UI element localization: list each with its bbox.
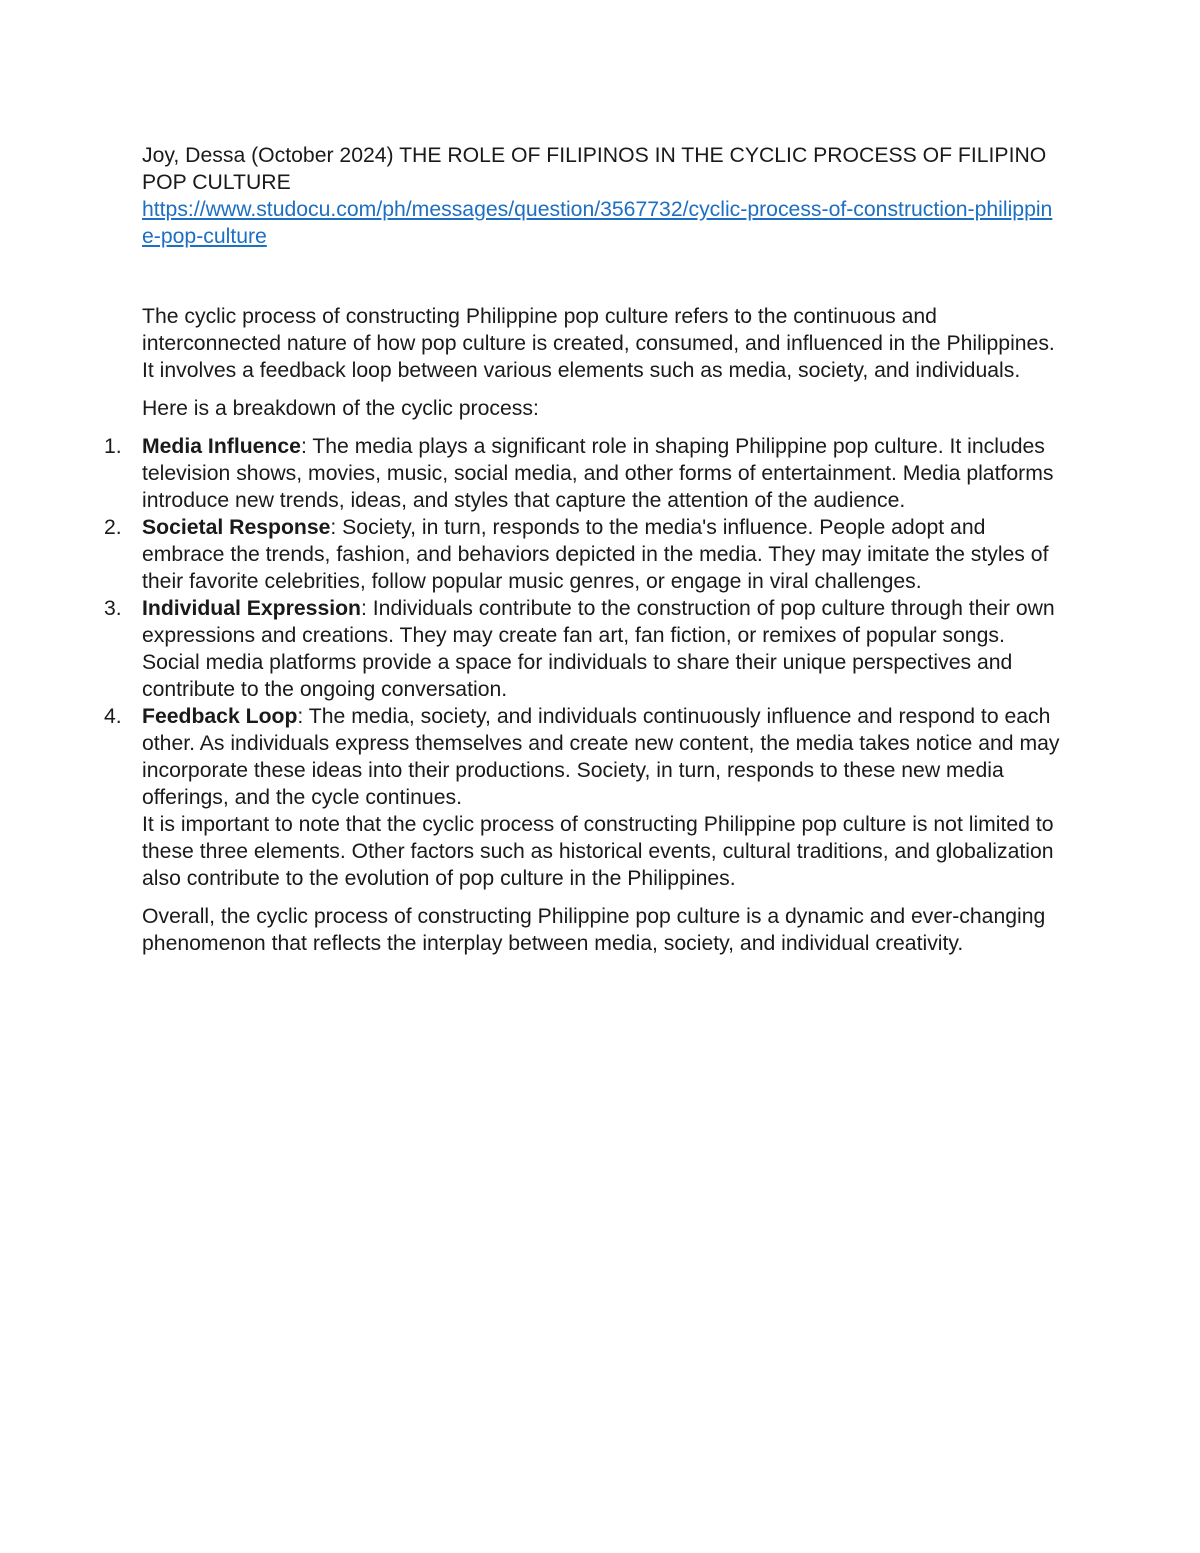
list-item-text: : The media, society, and individuals continuously influence and respond to each other. As individuals express themselves and create new content, the media takes notice and may incorporate these ideas into their productions. Society, in turn, responds to these new media offerings, and the cycle continues.	[142, 705, 1060, 809]
breakdown-list	[104, 433, 1060, 811]
citation-text: Joy, Dessa (October 2024) THE ROLE OF FILIPINOS IN THE CYCLIC PROCESS OF FILIPINO POP CULTURE	[142, 144, 1047, 194]
list-item-term: Individual Expression	[142, 597, 361, 620]
list-item	[104, 433, 1060, 514]
list-item-number: 4.	[104, 705, 122, 728]
list-item	[104, 703, 1060, 811]
list-item-term: Societal Response	[142, 516, 331, 539]
list-item-text: : The media plays a significant role in shaping Philippine pop culture. It includes television shows, movies, music, social media, and other forms of entertainment. Media platforms introduce new trends, ideas, and styles that capture the attention of the audience.	[142, 435, 1054, 512]
list-item-number: 2.	[104, 516, 122, 539]
document-page	[104, 142, 1060, 957]
citation-link[interactable]: https://www.studocu.com/ph/messages/question/3567732/cyclic-process-of-construction-philippine-pop-culture	[142, 198, 1053, 248]
closing-paragraph: Overall, the cyclic process of constructing Philippine pop culture is a dynamic and ever-changing phenomenon that reflects the interplay between media, society, and individual creativity.	[142, 905, 1046, 955]
citation-block	[142, 142, 1060, 250]
breakdown-heading: Here is a breakdown of the cyclic process:	[142, 397, 539, 420]
list-item-number: 3.	[104, 597, 122, 620]
list-item	[104, 595, 1060, 703]
list-item-text: : Individuals contribute to the construction of pop culture through their own expressions and creations. They may create fan art, fan fiction, or remixes of popular songs. Social media platforms provide a space for individuals to share their unique perspectives and contribute to the ongoing conversation.	[142, 597, 1055, 701]
note-paragraph: It is important to note that the cyclic process of constructing Philippine pop culture is not limited to these three elements. Other factors such as historical events, cultural traditions, and globalization also contribute to the evolution of pop culture in the Philippines.	[142, 813, 1054, 890]
list-item	[104, 514, 1060, 595]
list-item-term: Feedback Loop	[142, 705, 298, 728]
list-item-term: Media Influence	[142, 435, 301, 458]
intro-paragraph: The cyclic process of constructing Philippine pop culture refers to the continuous and interconnected nature of how pop culture is created, consumed, and influenced in the Philippines. It involves a feedback loop between various elements such as media, society, and individuals.	[142, 305, 1055, 382]
list-item-text: : Society, in turn, responds to the media's influence. People adopt and embrace the trends, fashion, and behaviors depicted in the media. They may imitate the styles of their favorite celebrities, follow popular music genres, or engage in viral challenges.	[142, 516, 1049, 593]
list-item-number: 1.	[104, 435, 122, 458]
